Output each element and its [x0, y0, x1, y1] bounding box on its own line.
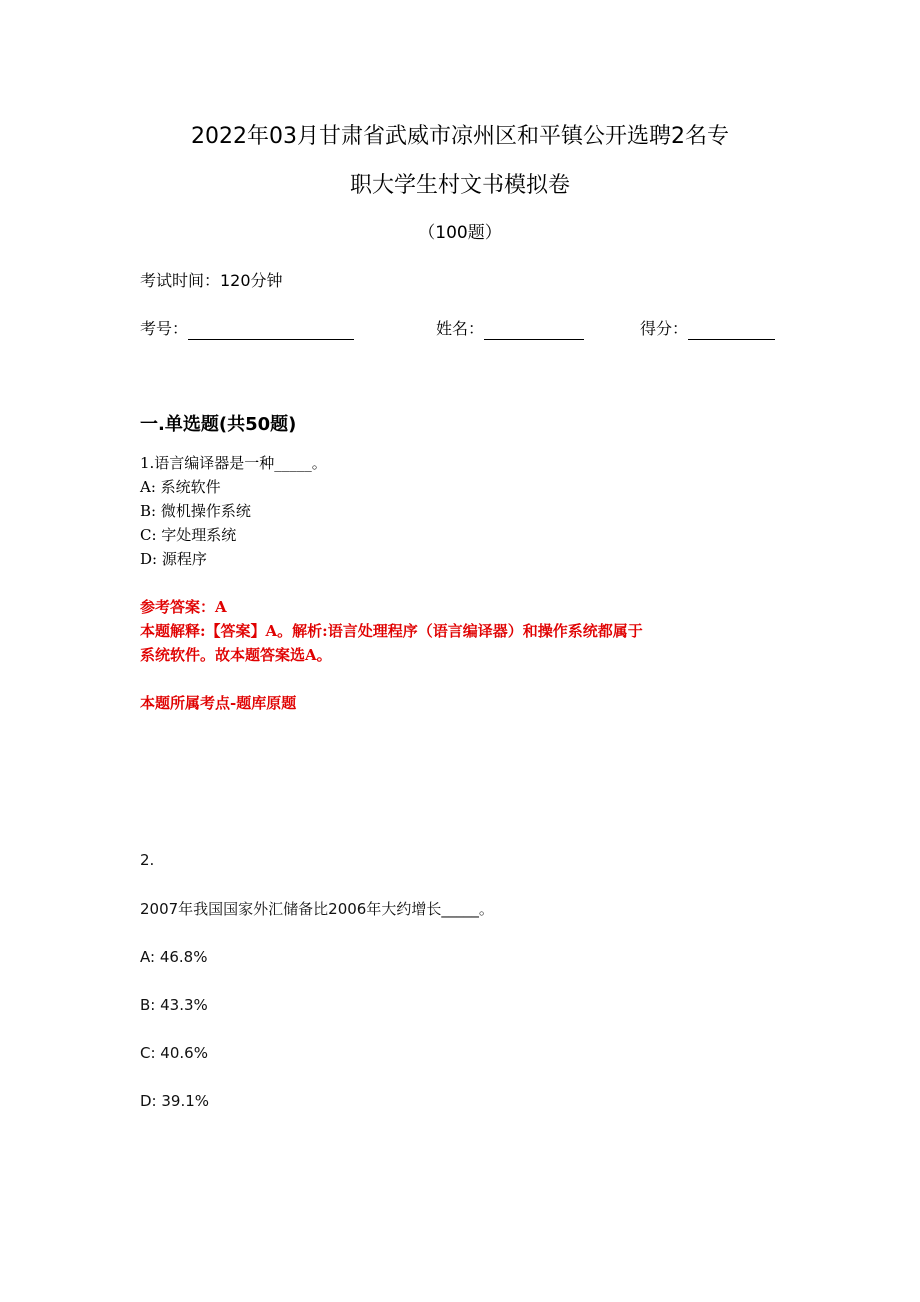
question-2-stem: 2007年我国国家外汇储备比2006年大约增长_____。: [140, 900, 494, 918]
exam-number-field: [140, 318, 354, 340]
score-blank: [688, 321, 775, 340]
question-1-option-d: D: 源程序: [140, 550, 207, 568]
section-heading: 一.单选题(共50题): [140, 414, 297, 435]
question-1-explanation-line-1: 本题解释:【答案】A。解析:语言处理程序（语言编译器）和操作系统都属于: [140, 622, 643, 640]
score-field: [640, 318, 775, 340]
question-1-answer: 参考答案：A: [140, 598, 227, 616]
question-2-option-a: A: 46.8%: [140, 948, 208, 966]
name-blank: [484, 321, 584, 340]
question-2-option-b: B: 43.3%: [140, 996, 208, 1014]
document-title-line-1: 2022年03月甘肃省武威市凉州区和平镇公开选聘2名专: [191, 124, 729, 149]
question-2-option-d: D: 39.1%: [140, 1092, 210, 1110]
question-2-number: 2.: [140, 851, 155, 869]
exam-time: 考试时间：120分钟: [140, 271, 283, 290]
document-title-line-2: 职大学生村文书模拟卷: [349, 173, 570, 198]
question-2-option-c: C: 40.6%: [140, 1044, 208, 1062]
question-count: （100题）: [418, 223, 502, 243]
exam-number-blank: [188, 321, 354, 340]
question-1-topic: 本题所属考点-题库原题: [140, 694, 297, 712]
question-1-option-c: C: 字处理系统: [140, 526, 237, 544]
question-1-option-a: A: 系统软件: [140, 478, 221, 496]
question-1-stem: 1.语言编译器是一种_____。: [140, 454, 327, 472]
name-field: [436, 318, 584, 340]
question-1-option-b: B: 微机操作系统: [140, 502, 251, 520]
question-1-explanation-line-2: 系统软件。故本题答案选A。: [140, 646, 332, 664]
score-label: 得分：: [640, 319, 689, 338]
exam-number-label: 考号：: [140, 319, 189, 338]
name-label: 姓名：: [436, 319, 485, 338]
